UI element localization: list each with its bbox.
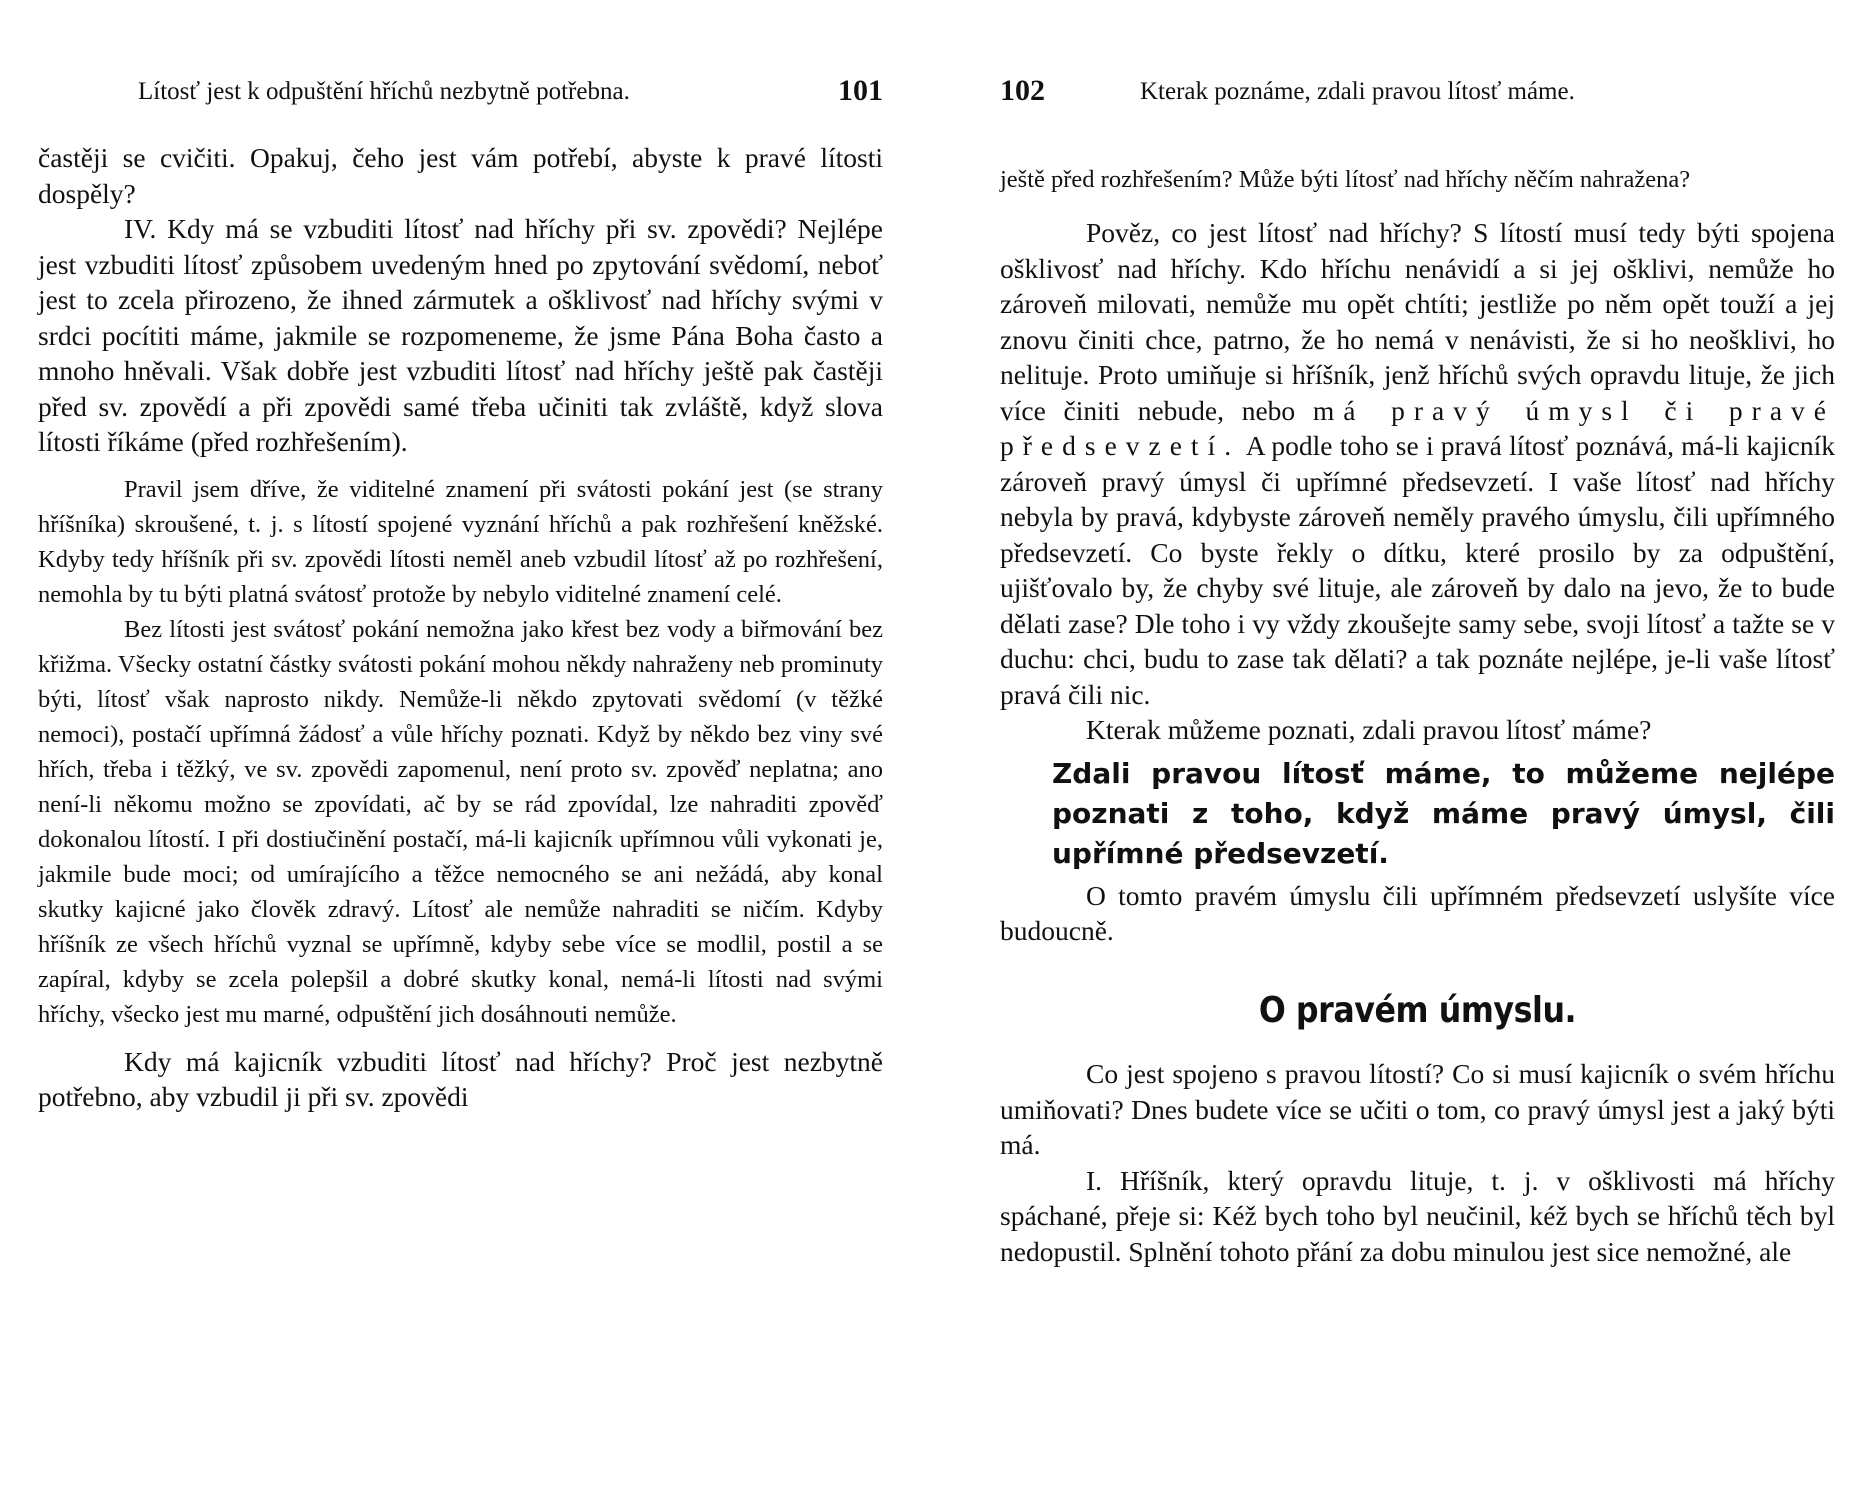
paragraph: O tomto pravém úmyslu čili upřímném předsevzetí uslyšíte více budoucně. — [1000, 879, 1835, 946]
right-page-header — [1000, 74, 1835, 114]
right-page — [1000, 0, 1835, 1500]
left-page — [38, 0, 883, 1500]
question-paragraph: Kdy má kajicník vzbuditi lítosť nad hříchy? Proč jest nezbytně potřebno, aby vzbudil ji při sv. zpovědi — [38, 1045, 883, 1112]
paragraph: častěji se cvičiti. Opakuj, čeho jest vám potřebí, abyste k pravé lítosti dospěly? — [38, 142, 883, 209]
running-title: Kterak poznáme, zdali pravou lítosť máme. — [1140, 78, 1575, 105]
page-number: 102 — [1000, 74, 1045, 107]
right-page-body — [1000, 162, 1835, 1269]
bold-statement: Zdali pravou lítosť máme, to můžeme nejlépe poznati z toho, když máme pravý úmysl, čili upřímné předsevzetí. — [1052, 756, 1835, 870]
left-page-header — [38, 74, 883, 114]
section-title: O pravém úmyslu. — [1258, 989, 1577, 1031]
paragraph: Co jest spojeno s pravou lítostí? Co si musí kajicník o svém hříchu umiňovati? Dnes budete více se učiti o tom, co pravý úmysl jest a jaký býti má. — [1000, 1058, 1835, 1160]
paragraph — [1000, 215, 1835, 712]
paragraph-text: A podle toho se i pravá lítosť poznává, má-li kajicník zároveň pravý úmysl či upřímné předsevzetí. I vaše lítosť nad hříchy nebyla by pravá, kdybyste zároveň neměly pravého úmyslu, čili upřímného předsevzetí. Co byste řekly o dítku, které prosilo by za odpuštění, ujišťovalo by, že chyby své lituje, ale zároveň by dalo na jevo, že to bude dělati zase? Dle toho i vy vždy zkoušejte samy sebe, svoji lítosť a tažte se v duchu: chci, budu to zase tak dělati? a tak poznáte nejlépe, je-li vaše lítosť pravá čili nic. — [1000, 430, 1836, 710]
paragraph: IV. Kdy má se vzbuditi lítosť nad hříchy při sv. zpovědi? Nejlépe jest vzbuditi lítosť způsobem uvedeným hned po zpytování svědomí, neboť jest to zcela přirozeno, že ihned zármutek a ošklivosť nad hříchy svými v srdci pocítiti máme, jakmile se rozpomeneme, že jsme Pána Boha často a mnoho hněvali. Však dobře jest vzbuditi lítosť nad hříchy ještě pak častěji před sv. zpovědí a při zpovědi samé třeba učiniti tak zvláště, když slova lítosti říkáme (před rozhřešením). — [38, 213, 883, 457]
paragraph: Bez lítosti jest svátosť pokání nemožna jako křest bez vody a biřmování bez křižma. Všecky ostatní částky svátosti pokání mohou někdy nahraženy neb prominuty býti, lítosť však naprosto nikdy. Nemůže-li někdo zpytovati svědomí (v těžké nemoci), postačí upřímná žádosť a vůle hříchy poznati. Když by někdo bez viny své hřích, třeba i těžký, ve sv. zpovědi zapomenul, není proto sv. zpověď neplatna; ano není-li někomu možno se zpovídati, ač by se rád zpovídal, lze nahraditi zpověď dokonalou lítostí. I při dostiučinění postačí, má-li kajicník upřímnou vůli vykonati je, jakmile bude moci; od umírajícího a těžce nemocného se ani nežádá, aby konal skutky kajicné jako člověk zdravý. Lítosť ale nemůže nahraditi se ničím. Kdyby hříšník ze všech hříchů vyznal se upřímně, kdyby sebe více se modlil, postil a se zapíral, kdyby se zcela polepšil a dobré skutky konal, nemá-li lítosti nad svými hříchy, všecko jest mu marné, odpuštění jich dosáhnouti nemůže. — [38, 615, 883, 1028]
running-title: Lítosť jest k odpuštění hříchů nezbytně potřebna. — [138, 78, 630, 105]
paragraph-text: Pověz, co jest lítosť nad hříchy? S lítostí musí tedy býti spojena ošklivosť nad hříchy. Kdo hříchu nenávidí a si jej ošklivi, nemůže ho zároveň milovati, nemůže mu opět chtíti; jestliže po něm opět touží a jej znovu činiti chce, patrno, že ho nemá v nenávisti, že si ho neošklivi, ho nelituje. Proto umiňuje si hříšník, jenž hříchů svých opravdu lituje, že jich více činiti nebude, nebo — [1000, 217, 1835, 426]
left-page-body — [38, 140, 883, 1115]
page-number: 101 — [838, 74, 883, 107]
question-paragraph: ještě před rozhřešením? Může býti lítosť nad hříchy něčím nahražena? — [1000, 166, 1691, 193]
question-paragraph: Kterak můžeme poznati, zdali pravou lítosť máme? — [1086, 714, 1652, 745]
paragraph: I. Hříšník, který opravdu lituje, t. j. v ošklivosti má hříchy spáchané, přeje si: Kéž bych toho byl neučinil, kéž bych se hříchů těch byl nedopustil. Splnění tohoto přání za dobu minulou jest sice nemožné, ale — [1000, 1164, 1835, 1267]
paragraph: Pravil jsem dříve, že viditelné znamení při svátosti pokání jest (se strany hříšníka) skroušené, t. j. s lítostí spojené vyznání hříchů a pak rozhřešení kněžské. Kdyby tedy hříšník při sv. zpovědi lítosti neměl aneb vzbudil lítosť až po rozhřešení, nemohla by tu býti platná svátosť protože by nebylo viditelné znamení celé. — [38, 475, 883, 608]
emphasized-text: má pravý úmysl či pravé předsevzetí. — [1000, 394, 1836, 461]
